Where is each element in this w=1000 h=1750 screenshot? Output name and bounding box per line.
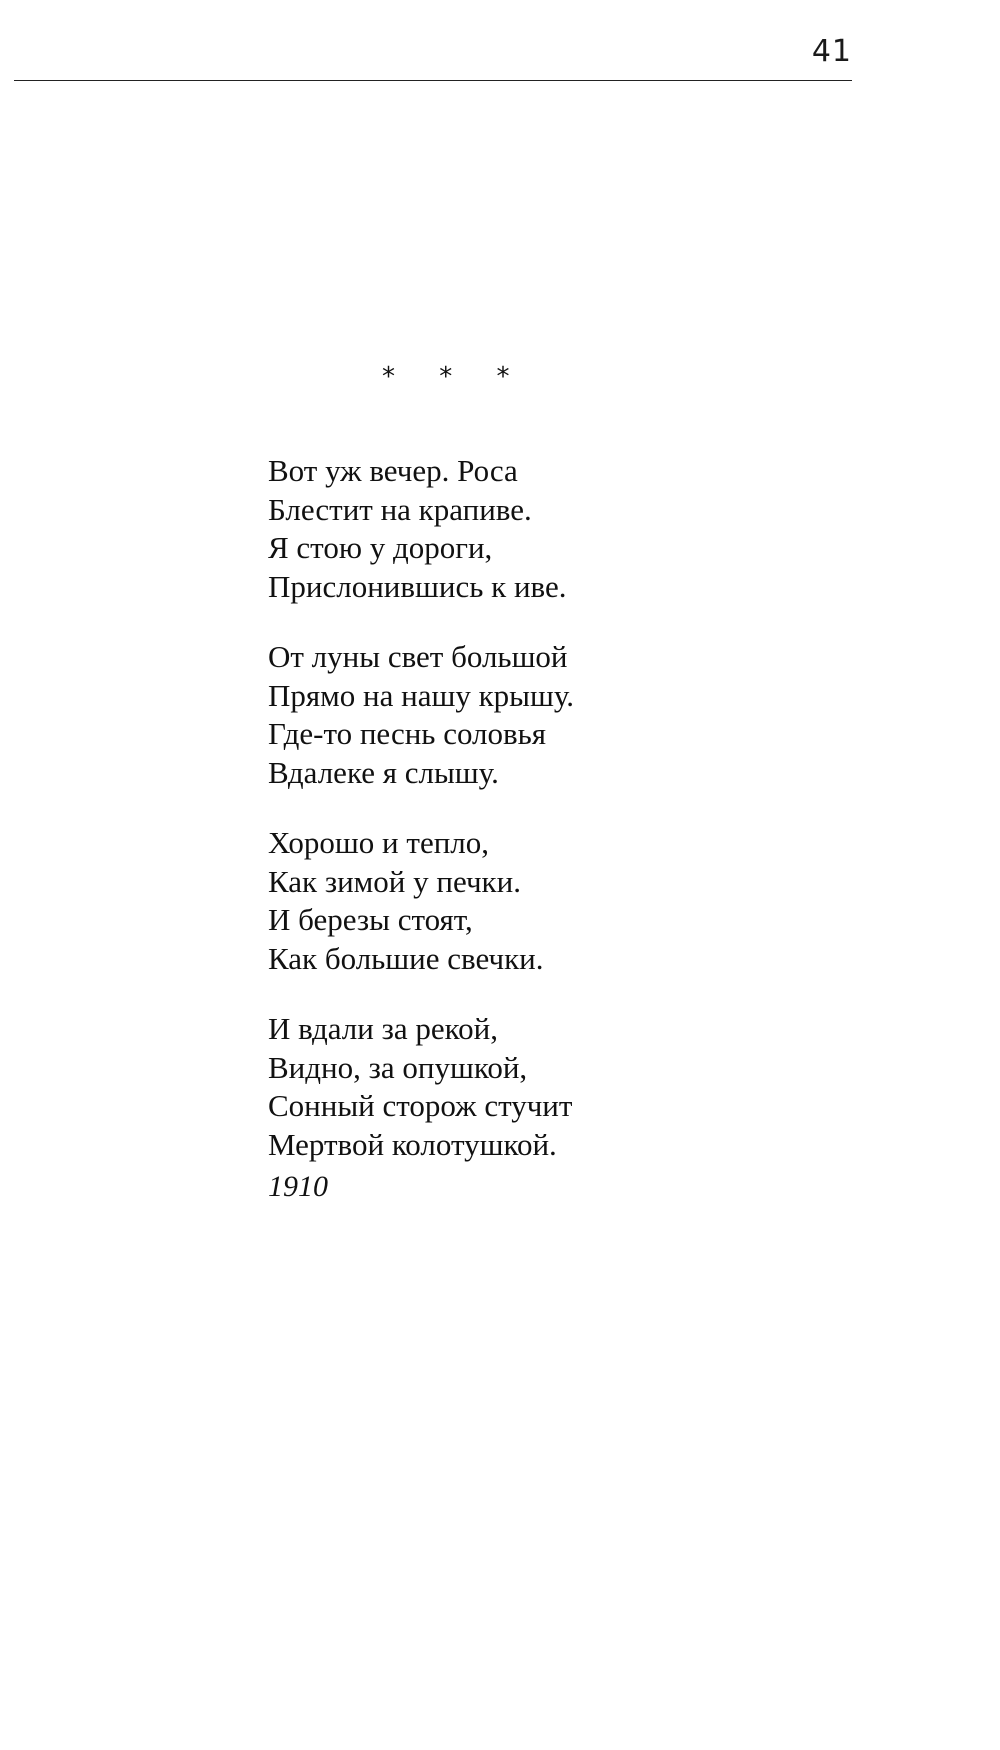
poem-line: Сонный сторож стучит xyxy=(268,1088,573,1123)
poem-line: Как зимой у печки. xyxy=(268,863,521,899)
poem-line: Хорошо и тепло, xyxy=(268,825,490,860)
poem-line: Прислонившись к иве. xyxy=(268,568,567,604)
poem-line: Прямо на нашу крышу. xyxy=(268,677,574,713)
poem-date: 1910 xyxy=(268,1170,328,1203)
stanza-3 xyxy=(268,824,828,978)
poem-line: Я стою у дороги, xyxy=(268,530,493,565)
stanza-1 xyxy=(268,452,828,606)
poem-line: Где-то песнь соловья xyxy=(268,716,547,751)
poem-line: Блестит на крапиве. xyxy=(268,491,532,527)
poem-line: И вдали за рекой, xyxy=(268,1011,498,1046)
poem-line: Мертвой колотушкой. xyxy=(268,1126,557,1162)
poem-line: От луны свет большой xyxy=(268,639,568,674)
stanza-4 xyxy=(268,1010,828,1206)
asterism: * * * xyxy=(382,362,528,392)
poem-line: Видно, за опушкой, xyxy=(268,1049,528,1085)
poem-line: И березы стоят, xyxy=(268,902,473,937)
page-number: 41 xyxy=(811,34,852,69)
stanza-2 xyxy=(268,638,828,792)
poem-line: Вдалеке я слышу. xyxy=(268,754,499,790)
poem xyxy=(268,452,828,1238)
poem-line: Как большие свечки. xyxy=(268,940,544,976)
poem-line: Вот уж вечер. Роса xyxy=(268,453,518,488)
header-rule xyxy=(14,80,852,81)
